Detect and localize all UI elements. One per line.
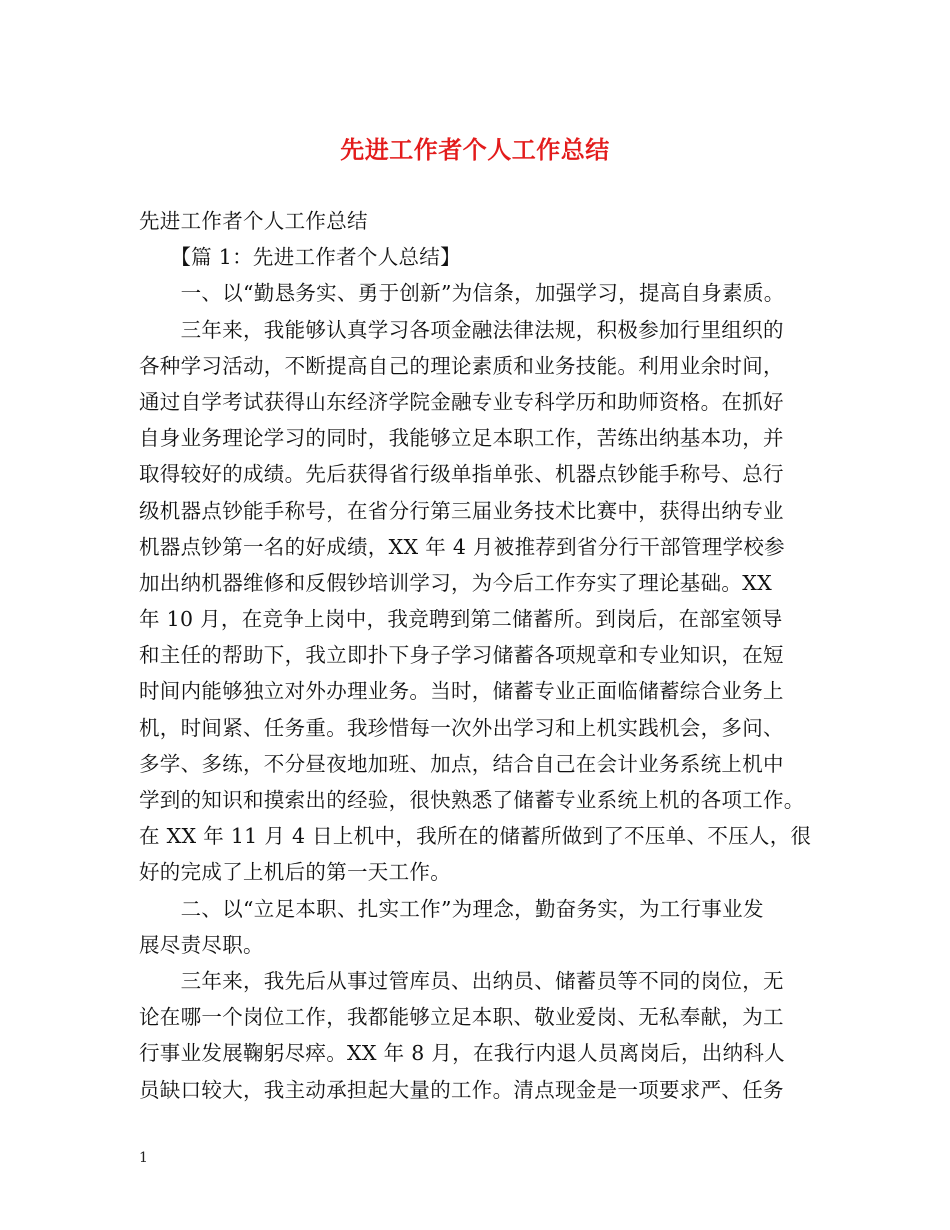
text-line: 机，时间紧、任务重。我珍惜每一次外出学习和上机实践机会，多问、 bbox=[139, 715, 784, 740]
text-line: 机器点钞第一名的好成绩，XX 年 4 月被推荐到省分行干部管理学校参 bbox=[139, 534, 785, 559]
text-line: 先进工作者个人工作总结 bbox=[139, 209, 368, 233]
text-line: 【篇 1：先进工作者个人总结】 bbox=[139, 245, 461, 270]
text-line: 通过自学考试获得山东经济学院金融专业专科学历和助师资格。在抓好 bbox=[139, 389, 784, 414]
document-title: 先进工作者个人工作总结 bbox=[340, 135, 610, 164]
text-line: 展尽责尽职。 bbox=[139, 932, 264, 957]
text-line: 三年来，我先后从事过管库员、出纳员、储蓄员等不同的岗位，无 bbox=[139, 968, 784, 993]
text-line: 时间内能够独立对外办理业务。当时，储蓄专业正面临储蓄综合业务上 bbox=[139, 679, 784, 704]
text-line: 年 10 月，在竞争上岗中，我竞聘到第二储蓄所。到岗后，在部室领导 bbox=[139, 607, 783, 632]
text-line: 三年来，我能够认真学习各项金融法律法规，积极参加行里组织的 bbox=[139, 317, 784, 342]
text-line: 二、以“立足本职、扎实工作”为理念，勤奋务实，为工行事业发 bbox=[139, 896, 764, 921]
text-line: 员缺口较大，我主动承担起大量的工作。清点现金是一项要求严、任务 bbox=[139, 1077, 784, 1102]
text-line: 加出纳机器维修和反假钞培训学习，为今后工作夯实了理论基础。XX bbox=[139, 570, 772, 595]
text-line: 取得较好的成绩。先后获得省行级单指单张、机器点钞能手称号、总行 bbox=[139, 462, 784, 487]
text-line: 自身业务理论学习的同时，我能够立足本职工作，苦练出纳基本功，并 bbox=[139, 426, 784, 451]
page-number: 1 bbox=[139, 1150, 148, 1166]
document-body bbox=[139, 203, 819, 1108]
text-line: 行事业发展鞠躬尽瘁。XX 年 8 月，在我行内退人员离岗后，出纳科人 bbox=[139, 1041, 785, 1066]
text-line: 学到的知识和摸索出的经验，很快熟悉了储蓄专业系统上机的各项工作。 bbox=[139, 788, 805, 812]
text-line: 论在哪一个岗位工作，我都能够立足本职、敬业爱岗、无私奉献，为工 bbox=[139, 1005, 784, 1030]
text-line: 一、以“勤恳务实、勇于创新”为信条，加强学习，提高自身素质。 bbox=[139, 281, 785, 306]
text-line: 好的完成了上机后的第一天工作。 bbox=[139, 860, 451, 885]
text-line: 各种学习活动，不断提高自己的理论素质和业务技能。利用业余时间， bbox=[139, 353, 784, 378]
text-line: 级机器点钞能手称号，在省分行第三届业务技术比赛中，获得出纳专业 bbox=[139, 498, 784, 523]
text-line: 在 XX 年 11 月 4 日上机中，我所在的储蓄所做到了不压单、不压人，很 bbox=[139, 824, 812, 849]
text-line: 和主任的帮助下，我立即扑下身子学习储蓄各项规章和专业知识，在短 bbox=[139, 643, 784, 668]
text-line: 多学、多练，不分昼夜地加班、加点，结合自己在会计业务系统上机中 bbox=[139, 751, 784, 776]
